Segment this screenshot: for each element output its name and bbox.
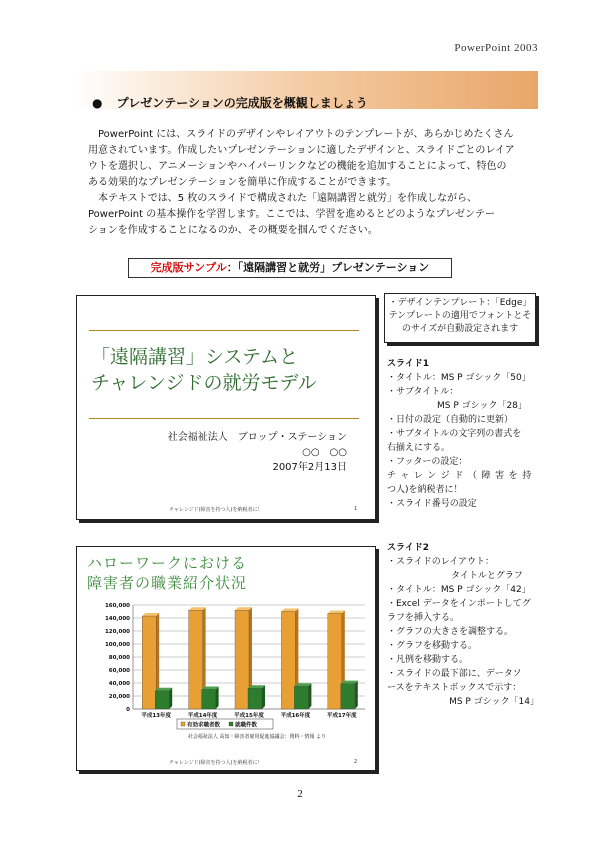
bar-chart	[77, 599, 375, 767]
y-tick-label: 0	[126, 707, 130, 713]
bar-side	[355, 681, 358, 709]
slide-1-mid-rule	[89, 418, 359, 419]
design-template-note: ・デザインテンプレート：「Edge」テンプレートの適用でフォントとそのサイズが自動設定されます	[384, 293, 536, 343]
y-tick-label: 60,000	[108, 668, 130, 674]
legend-label: 就職件数	[235, 722, 258, 729]
bar-有効求職者数	[281, 612, 295, 710]
bar-就職件数	[155, 691, 169, 709]
bar-top	[202, 687, 219, 690]
bar-top	[155, 688, 172, 691]
slide-1-title: 「遠隔講習」システムと チャレンジドの就労モデル	[91, 346, 317, 394]
x-tick-label: 平成15年度	[234, 713, 264, 719]
slide-2-thumbnail	[76, 546, 376, 771]
y-tick-label: 40,000	[108, 681, 130, 687]
y-tick-label: 80,000	[108, 655, 130, 661]
slide-1-page-number: 1	[354, 506, 358, 512]
y-tick-label: 20,000	[108, 694, 130, 700]
slide-2-notes-heading: スライド2	[387, 543, 429, 553]
y-tick-label: 120,000	[104, 629, 130, 635]
slide-1-date: 2007年2月13日	[272, 462, 347, 473]
bar-就職件数	[202, 690, 216, 710]
x-tick-label: 平成16年度	[280, 713, 311, 719]
sample-title-text: ：「遠隔講習と就労」プレゼンテーション	[226, 261, 430, 274]
bar-top	[294, 683, 311, 686]
intro-paragraph-1: PowerPoint には、スライドのデザインやレイアウトのテンプレートが、あらかじめたくさん 用意されています。作成したいプレゼンテーションに適したデザインと、スライドごとのレイア ウトを選択し、アニメーションやハイパーリンクなどの機能を追加することによって、特色の ある効果的なプレゼンテーションを簡単に作成することができます。	[88, 129, 515, 188]
slide-1-thumbnail	[76, 295, 376, 520]
y-tick-label: 140,000	[104, 616, 130, 622]
bar-有効求職者数	[328, 613, 342, 709]
slide-1-footer: チャレンジド(障害を持つ人)を納税者に！	[169, 507, 263, 513]
intro-paragraph-2: 本テキストでは、5 枚のスライドで構成された「遠隔講習と就労」を作成しながら、 PowerPoint の基本操作を学習します。ここでは、学習を進めるとどのようなプレゼンテー ションを作成することになるのか、その概要を掴んでください。	[88, 193, 496, 236]
bar-top	[235, 607, 252, 610]
legend-swatch	[229, 722, 233, 726]
slide-1-subtitle	[168, 430, 347, 475]
bar-side	[169, 688, 172, 709]
y-tick-label: 160,000	[104, 603, 130, 609]
slide-2-title: ハローワークにおける 障害者の職業紹介状況	[87, 554, 248, 592]
slide-1-notes: スライド1 ・タイトル：MS P ゴシック「50」 ・サブタイトル： MS P ゴシック「28」 ・日付の設定（自動的に更新） ・サブタイトルの文字列の書式を 右揃えにする。 ・フッターの設定： チャレンジド（障害を持 つ人)を納税者に！ ・スライド番号の設定	[387, 357, 539, 511]
bar-有効求職者数	[189, 610, 203, 709]
header-title: PowerPoint 2003	[454, 42, 538, 54]
bullet-icon: ●	[92, 96, 103, 110]
bar-side	[308, 683, 311, 709]
sample-heading	[128, 258, 452, 278]
x-tick-label: 平成14年度	[187, 713, 218, 719]
sample-label: 完成版サンプル	[150, 261, 227, 274]
bar-有効求職者数	[235, 610, 249, 709]
bar-side	[262, 685, 265, 709]
slide-1-top-rule	[89, 330, 359, 331]
slide-2-notes: スライド2 ・スライドのレイアウト： タイトルとグラフ ・タイトル：MS P ゴシック「42」 ・Excel データをインポートしてグ ラフを挿入する。 ・グラフの大きさを調整する。 ・グラフを移動する。 ・凡例を移動する。 ・スライドの最下部に、データソ ースをテキストボックスで示す： MS P ゴシック「14」	[387, 543, 539, 707]
slide-1-name: ○○ ○○	[302, 447, 347, 458]
bar-就職件数	[341, 684, 355, 709]
slide-1-notes-heading: スライド1	[387, 359, 429, 369]
slide-2-page-number: 2	[354, 759, 358, 765]
legend-label: 有効求職者数	[187, 722, 221, 729]
intro-text	[88, 127, 528, 239]
bar-top	[281, 609, 298, 612]
y-tick-label: 100,000	[104, 642, 130, 648]
bar-side	[216, 687, 219, 710]
page-number: 2	[297, 788, 303, 800]
bar-就職件数	[294, 686, 308, 709]
bar-就職件数	[248, 688, 262, 709]
bar-top	[142, 613, 159, 616]
x-tick-label: 平成17年度	[326, 713, 357, 719]
data-source-note: 社会福祉法人 高知・障害者雇用促進協議会：資料・情報 より	[187, 734, 327, 740]
bar-有効求職者数	[142, 616, 156, 709]
x-tick-label: 平成13年度	[141, 713, 172, 719]
section-title-text: プレゼンテーションの完成版を概観しましょう	[116, 96, 368, 110]
slide-2-footer: チャレンジド(障害を持つ人)を納税者に！	[169, 760, 263, 766]
section-title	[92, 94, 368, 111]
legend-swatch	[181, 722, 185, 726]
slide-1-org: 社会福祉法人 ブロップ・ステーション	[167, 432, 347, 443]
